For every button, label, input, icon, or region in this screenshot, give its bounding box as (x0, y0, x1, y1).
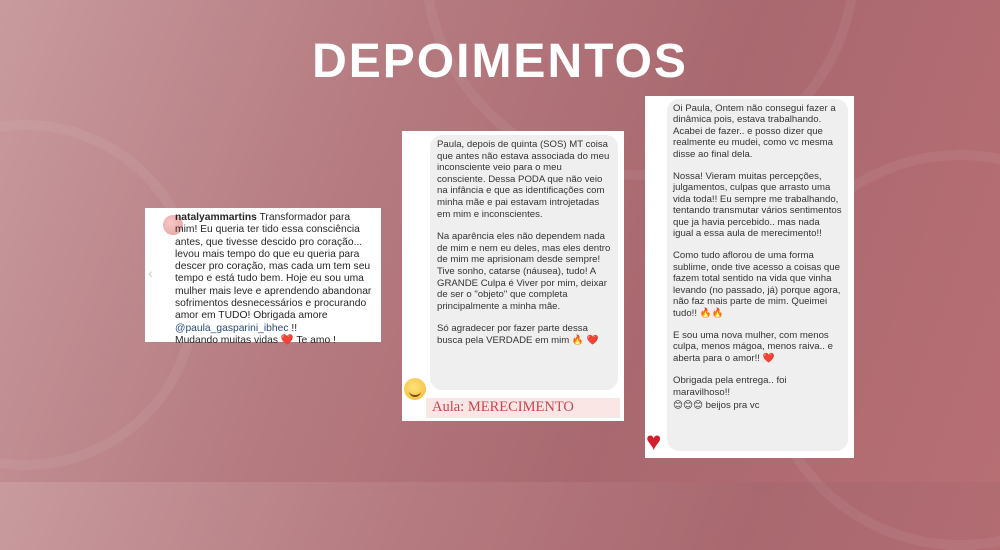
heart-reaction-icon: ♥ (646, 426, 662, 456)
testimonial-card-instagram (145, 208, 381, 346)
message-paragraph: Oi Paula, Ontem não consegui fazer a dinâmica pois, estava trabalhando. Acabei de fazer.. e posso dizer que realmente eu mudei, como vc mesma disse ao final dela. (673, 103, 836, 160)
message-paragraph: Na aparência eles não dependem nada de mim e nem eu deles, mas eles dentro de mim me aprisionam desde sempre! Tive sonho, catarse (náusea), tudo! A GRANDE Culpa é Viver por mim, deixar de ser o "objeto" que completa principalmente a minha mãe. (437, 231, 611, 312)
comment-closing: Mudando muitas vidas (175, 334, 279, 346)
testimonial-card-message-long (645, 96, 854, 458)
chevron-left-icon: ‹ (148, 265, 153, 281)
message-paragraph: Paula, depois de quinta (SOS) MT coisa que antes não estava associada do meu inconsciente veio para o meu consciente. Dessa PODA que não veio na infância e que as identificações com minha mãe e pai estavam introjetadas em mim e inconscientes. (437, 139, 610, 220)
comment-sign-off: Te amo ! (293, 334, 336, 346)
message-paragraph: 😊😊😊 beijos pra vc (673, 399, 760, 411)
message-bubble (430, 135, 618, 390)
username: natalyammartins (175, 212, 257, 223)
message-paragraph: Só agradecer por fazer parte dessa busca pela VERDADE em mim 🔥 ❤️ (437, 323, 599, 346)
heart-icon: ❤️ (280, 334, 294, 346)
lesson-label: Aula: MERECIMENTO (432, 399, 574, 415)
comment-body-end: !! (288, 322, 298, 334)
message-paragraph: E sou uma nova mulher, com menos culpa, menos mágoa, menos raiva.. e aberta para o amor!! ❤️ (673, 329, 833, 364)
comment-body: Transformador para mim! Eu queria ter tido essa consciência antes, que tivesse descido pro coração... levou mais tempo do que eu queria para descer pro coração, mas cada um tem seu tempo e está tudo bem. Hoje eu sou uma mulher mais leve e aprendendo abandonar sofrimentos desnecessários e procurando amor em TUDO! Obrigada amore (175, 212, 372, 322)
message-bubble (667, 99, 848, 451)
page-title: DEPOIMENTOS (312, 35, 688, 88)
message-paragraph: Obrigada pela entrega.. foi maravilhoso!! (673, 375, 787, 398)
message-paragraph: Nossa! Vieram muitas percepções, julgamentos, culpas que arrasto uma vida toda!! Eu sempre me trabalhando, tentando transmutar vários sentimentos que ja havia percebido.. mas nada igual a essa aula de merecimento!! (673, 171, 842, 240)
smiling-face-emoji-icon (404, 378, 426, 400)
testimonial-card-message (402, 131, 624, 421)
mention-link[interactable]: @paula_gasparini_ibhec (175, 322, 289, 334)
comment-text (175, 212, 375, 347)
message-paragraph: Como tudo aflorou de uma forma sublime, onde tive acesso a coisas que fazem total sentido na vida que vinha levando (no passado, já) porque agora, não faz mais parte de mim. Queimei tudo!! 🔥🔥 (673, 250, 841, 319)
lesson-label-box (426, 398, 620, 418)
